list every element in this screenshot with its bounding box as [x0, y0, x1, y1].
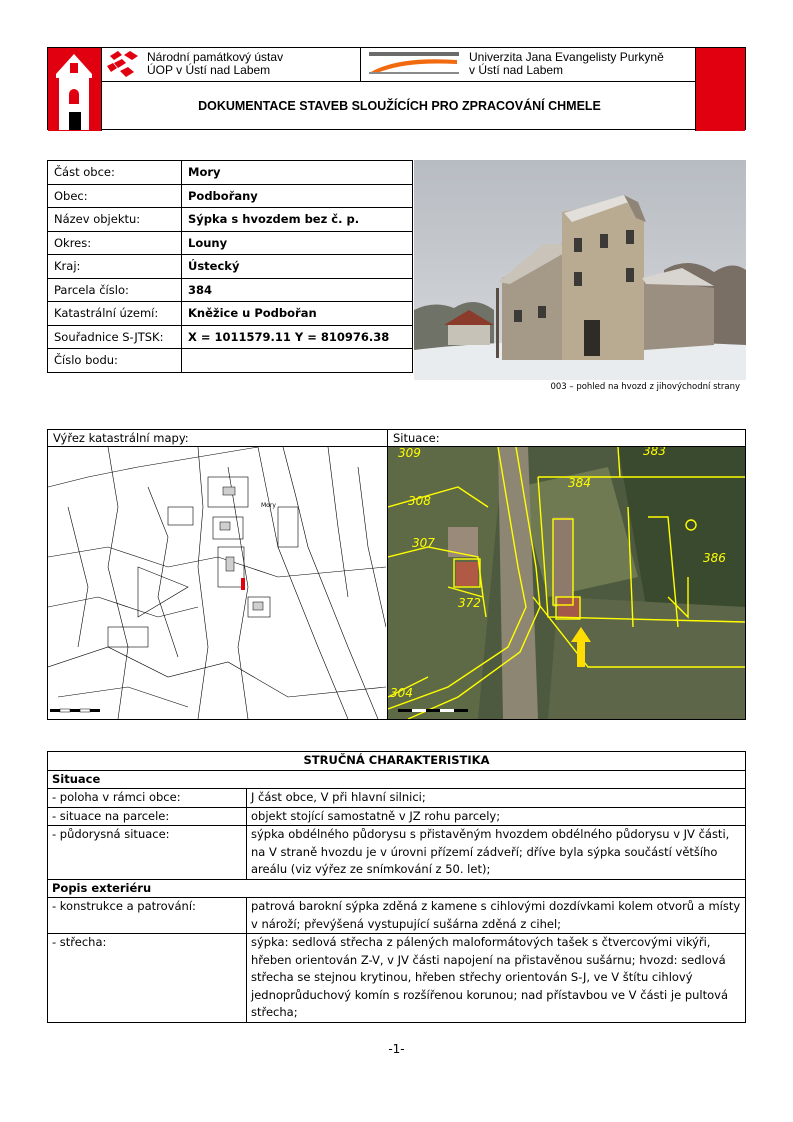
target-building-marker: [241, 578, 245, 590]
info-row: [48, 208, 413, 232]
info-label: Kraj:: [48, 255, 182, 279]
document-header: [47, 47, 746, 130]
info-label: Parcela číslo:: [48, 278, 182, 302]
row-key: - střecha:: [48, 934, 247, 1023]
svg-text:Mory: Mory: [261, 502, 276, 509]
info-value: Louny: [182, 231, 413, 255]
section-heading: Popis exteriéru: [48, 879, 746, 898]
info-label: Obec:: [48, 184, 182, 208]
info-value: 384: [182, 278, 413, 302]
table-row: [48, 934, 746, 1023]
info-label: Katastrální území:: [48, 302, 182, 326]
parcel-label: 309: [398, 447, 421, 460]
object-info-table: [47, 160, 413, 373]
header-red-block: [695, 48, 745, 131]
row-key: - půdorysná situace:: [48, 826, 247, 880]
org-right: [469, 51, 664, 77]
info-row: [48, 349, 413, 373]
info-value: Kněžice u Podbořan: [182, 302, 413, 326]
table-row: [48, 898, 746, 934]
maps-panel: [47, 429, 746, 720]
org-left-line2: ÚOP v Ústí nad Labem: [147, 63, 271, 77]
row-value: J část obce, V při hlavní silnici;: [247, 789, 746, 808]
info-value: [182, 349, 413, 373]
info-label: Část obce:: [48, 161, 182, 185]
info-value: Ústecký: [182, 255, 413, 279]
row-value: sýpka obdélného půdorysu s přistavěným hvozdem obdélného půdorysu v JV části, na V straně hvozdu je v úrovni přízemí zádveří; dříve byla sýpka součástí většího areálu (viz výřez ze snímkování z 50. let);: [247, 826, 746, 880]
table-row: [48, 826, 746, 880]
org-right-line2: v Ústí nad Labem: [469, 63, 564, 77]
info-row: [48, 161, 413, 185]
info-row: [48, 231, 413, 255]
characteristics-title: STRUČNÁ CHARAKTERISTIKA: [48, 752, 746, 771]
info-label: Okres:: [48, 231, 182, 255]
npu-mark-icon: [106, 50, 140, 83]
row-value: patrová barokní sýpka zděná z kamene s cihlovými dozdívkami kolem otvorů a místy v nároží; převýšená vystupující sušárna zděná z cihel;: [247, 898, 746, 934]
building-photo: [414, 160, 746, 380]
parcel-label: 372: [458, 596, 481, 610]
info-label: Číslo bodu:: [48, 349, 182, 373]
info-label: Název objektu:: [48, 208, 182, 232]
document-title: DOKUMENTACE STAVEB SLOUŽÍCÍCH PRO ZPRACOVÁNÍ CHMELE: [198, 99, 601, 113]
header-divider-vertical: [360, 48, 361, 81]
info-value: Sýpka s hvozdem bez č. p.: [182, 208, 413, 232]
section-heading: Situace: [48, 770, 746, 789]
situation-map: [388, 447, 745, 719]
table-row: [48, 789, 746, 808]
info-value: Mory: [182, 161, 413, 185]
info-row: [48, 302, 413, 326]
characteristics-table: [47, 751, 746, 1023]
parcel-label: 384: [568, 476, 591, 490]
org-right-line1: Univerzita Jana Evangelisty Purkyně: [469, 50, 664, 64]
ujep-logo: [369, 52, 459, 81]
row-key: - poloha v rámci obce:: [48, 789, 247, 808]
info-row: [48, 255, 413, 279]
situation-map-panel: [388, 430, 745, 719]
row-key: - konstrukce a patrování:: [48, 898, 247, 934]
cadastral-map-panel: [48, 430, 388, 719]
parcel-label: 304: [390, 686, 413, 700]
cadastral-map: [48, 447, 386, 719]
info-value: Podbořany: [182, 184, 413, 208]
npu-logo: [48, 48, 102, 131]
row-key: - situace na parcele:: [48, 807, 247, 826]
info-value: X = 1011579.11 Y = 810976.38: [182, 325, 413, 349]
org-left-line1: Národní památkový ústav: [147, 50, 284, 64]
table-row: [48, 807, 746, 826]
parcel-label: 386: [703, 551, 726, 565]
info-row: [48, 278, 413, 302]
photo-caption: 003 – pohled na hvozd z jihovýchodní strany: [550, 382, 740, 392]
org-left: [147, 51, 283, 77]
row-value: sýpka: sedlová střecha z pálených maloformátových tašek s čtvercovými vikýři, hřeben orientován Z-V, v JV části napojení na přistavěnou sušárnu; hvozd: sedlová střecha se stejnou krytinou, hřeben střechy orientován S-J, ve V štítu cihlový jednoprůduchový komín s rozšířenou korunou; nad přístavbou ve V části je pultová střecha;: [247, 934, 746, 1023]
parcel-label: 308: [408, 494, 431, 508]
parcel-label: 383: [643, 447, 666, 458]
info-row: [48, 184, 413, 208]
situation-map-label: Situace:: [388, 430, 745, 447]
info-label: Souřadnice S-JTSK:: [48, 325, 182, 349]
page-number: -1-: [388, 1042, 405, 1056]
row-value: objekt stojící samostatně v JZ rohu parcely;: [247, 807, 746, 826]
info-row: [48, 325, 413, 349]
parcel-label: 307: [412, 536, 435, 550]
cadastral-map-label: Výřez katastrální mapy:: [48, 430, 387, 447]
